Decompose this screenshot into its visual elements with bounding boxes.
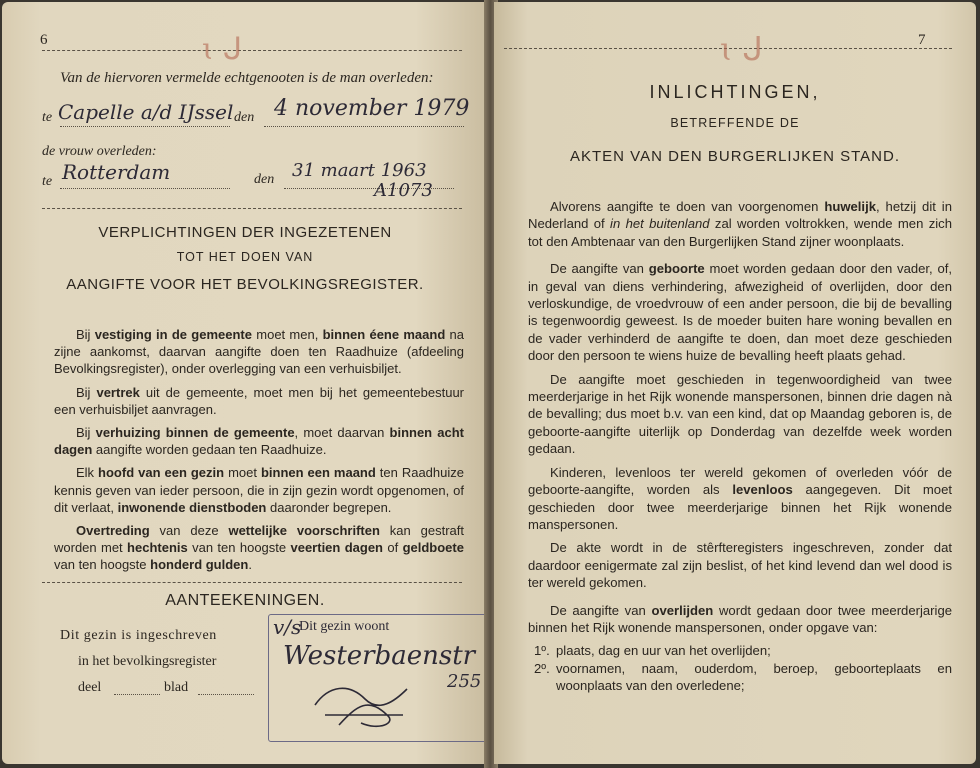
obligation-paragraph [54,464,464,516]
text-run: moet [224,465,261,481]
text-run: De aangifte moet geschieden in tegenwoordigheid van twee meerderjarige in het Rijk wonende manspersonen, binnen drie dagen nà de bevalling; dus moet b.v. van een kind, dat op Maandag geboren is, de geboorte-aangifte uiterlijk op Donderdag van dezelfde week worden gedaan. [528,371,952,457]
text-run: van ten hoogste [54,557,151,573]
text-run: Alvorens aangifte te doen van voorgenomen [550,199,825,214]
emphasis: veertien dagen [290,540,383,556]
right-page [494,2,976,764]
emphasis: wettelijke voorschriften [228,523,380,539]
text-run: moet men, [252,327,323,342]
text-run: ten Raadhuize kennis geven van ieder persoon, die in zijn gezin wordt opgenomen, of dit verlaat, [54,465,464,515]
emphasis: inwonende dienstboden [117,499,267,515]
text-run: Bij [76,384,97,400]
right-title-line2: BETREFFENDE DE [670,116,800,130]
emphasis: Overtreding [76,523,150,539]
emphasis: huwelijk [824,199,876,214]
den-label-1: den [234,110,255,125]
signature-scribble [309,675,419,735]
red-mark-right: ɩ ᒍ [720,30,763,68]
text-run: of [383,540,403,556]
te-label-2: te [42,174,53,189]
emphasis: hechtenis [127,540,188,556]
registration-line1: Dit gezin is ingeschreven [60,628,217,643]
notes-title: AANTEEKENINGEN. [165,592,325,609]
info-paragraph [528,371,952,458]
stamp-prefix: v/s [273,615,302,639]
list-item [528,660,952,695]
right-title-line3: AKTEN VAN DEN BURGERLIJKEN STAND. [570,148,900,165]
stamp-label: Dit gezin woont [299,619,390,634]
text-run: De akte wordt in de stêrfteregisters ingeschreven, zonder dat daardoor eenigermate zal zijn beslist, of het kind levend dan wel dood is ter wereld gekomen. [528,540,952,591]
stamp-number: 255 [447,671,482,692]
obligations-text [54,326,464,580]
deel-label: deel [78,680,102,695]
text-run: uit de gemeente, moet men bij het gemeentebestuur een verhuisbiljet aanvragen. [54,384,465,417]
text-run: kan gestraft worden met [54,523,464,556]
obligation-paragraph [54,522,464,574]
text-run: daaronder begrepen. [266,499,392,515]
vrouw-ref: A1073 [374,180,433,201]
text-run: van ten hoogste [187,540,291,556]
left-title-line3: AANGIFTE VOOR HET BEVOLKINGSREGISTER. [66,276,424,293]
man-place: Capelle a/d IJssel [58,100,234,124]
civil-registry-text [528,198,952,695]
emphasis: geldboete [402,540,464,556]
emphasis: levenloos [732,482,793,498]
text-run: Bij [76,425,96,441]
place-line-2 [60,188,230,189]
info-paragraph [528,198,952,250]
te-label-1: te [42,110,53,125]
intro-line: Van de hiervoren vermelde echtgenooten is de man overleden: [60,70,434,86]
text-run: , moet daarvan [294,425,390,441]
emphasis: vestiging in de gemeente [94,327,252,342]
emphasis: in het buitenland [610,216,710,232]
emphasis: vertrek [96,384,140,400]
page-number-right: 7 [918,32,926,48]
page-number-left: 6 [40,32,48,48]
text-run: zal worden voltrokken, wende men zich tot den Ambtenaar van den Burgerlijken Stand zijner woonplaats. [528,216,952,249]
list-item-number: 2º. [534,660,550,676]
list-item-text: voornamen, naam, ouderdom, beroep, geboorteplaats en woonplaats van den overledene; [556,660,952,694]
stamp-street: Westerbaenstr [283,641,476,671]
text-run: Elk [76,465,99,481]
man-date: 4 november 1979 [274,96,470,121]
blad-line [198,694,254,695]
emphasis: hoofd van een gezin [98,465,225,481]
list-item-number: 1º. [534,643,550,659]
address-stamp [268,614,488,742]
den-label-2: den [254,172,275,187]
left-title-line2: TOT HET DOEN VAN [176,250,314,264]
text-run: moet worden gedaan door den vader, of, in geval van diens verhindering, afwezigheid of overlijden, door den verloskundige, de vroedvrouw of een ander persoon, die bij de bevalling is tegenwoordig geweest. Is de moeder buiten hare woning bevallen en de vader verhinderd de aangifte te doen, dan moet deze geschieden door den persoon te wiens huize de bevalling heeft plaats gehad. [528,261,952,364]
text-run: De aangifte van [550,602,652,618]
right-title-line1: INLICHTINGEN, [649,82,821,102]
vrouw-date: 31 maart 1963 [292,160,427,181]
vrouw-line: de vrouw overleden: [42,144,157,159]
text-run: De aangifte van [550,261,649,277]
date-line-1 [264,126,464,127]
list-item [528,642,952,659]
emphasis: honderd gulden [150,557,249,573]
deel-line [114,694,160,695]
obligation-paragraph [54,384,464,418]
emphasis: geboorte [648,261,705,277]
emphasis: binnen éene maand [322,327,446,342]
obligation-paragraph [54,424,464,458]
registration-line2: in het bevolkingsregister [78,654,217,669]
left-page [2,2,488,764]
text-run: . [248,557,252,573]
emphasis: verhuizing binnen de gemeente [95,425,295,441]
text-run: van deze [149,523,229,539]
top-rule-left [42,50,462,51]
text-run: , hetzij dit in Nederland of [528,199,952,232]
place-line-1 [60,126,230,127]
blad-label: blad [164,680,189,695]
text-run: Bij [76,327,95,342]
info-paragraph [528,464,952,534]
text-run: aangifte worden gedaan ten Raadhuize. [92,442,327,458]
text-run: aangegeven. Dit moet geschieden door twee meerderjarige binnen het Rijk wonende manspersonen. [528,482,952,532]
text-run: wordt gedaan door twee meerderjarige binnen het Rijk wonende manspersonen, onder opgave van: [528,602,953,635]
emphasis: binnen acht dagen [54,425,465,458]
info-paragraph [528,539,952,591]
text-run: Kinderen, levenloos ter wereld gekomen of overleden vóór de geboorte-aangifte, worden als [528,464,952,498]
text-run: na zijne aankomst, daarvan aangifte doen ten Raadhuize (afdeeling Bevolkingsregister), onder overlegging van een verhuisbiljet. [54,327,464,377]
obligation-paragraph [54,326,464,378]
vrouw-place: Rotterdam [62,160,171,184]
red-mark-left: ɩ ᒍ [202,32,243,67]
info-paragraph [528,602,952,637]
emphasis: binnen een maand [260,465,376,481]
mid-rule-left [42,208,462,209]
notes-rule [42,582,462,583]
list-item-text: plaats, dag en uur van het overlijden; [556,643,771,659]
emphasis: overlijden [651,602,714,618]
left-title-line1: VERPLICHTINGEN DER INGEZETENEN [98,224,392,241]
info-paragraph [528,260,952,364]
